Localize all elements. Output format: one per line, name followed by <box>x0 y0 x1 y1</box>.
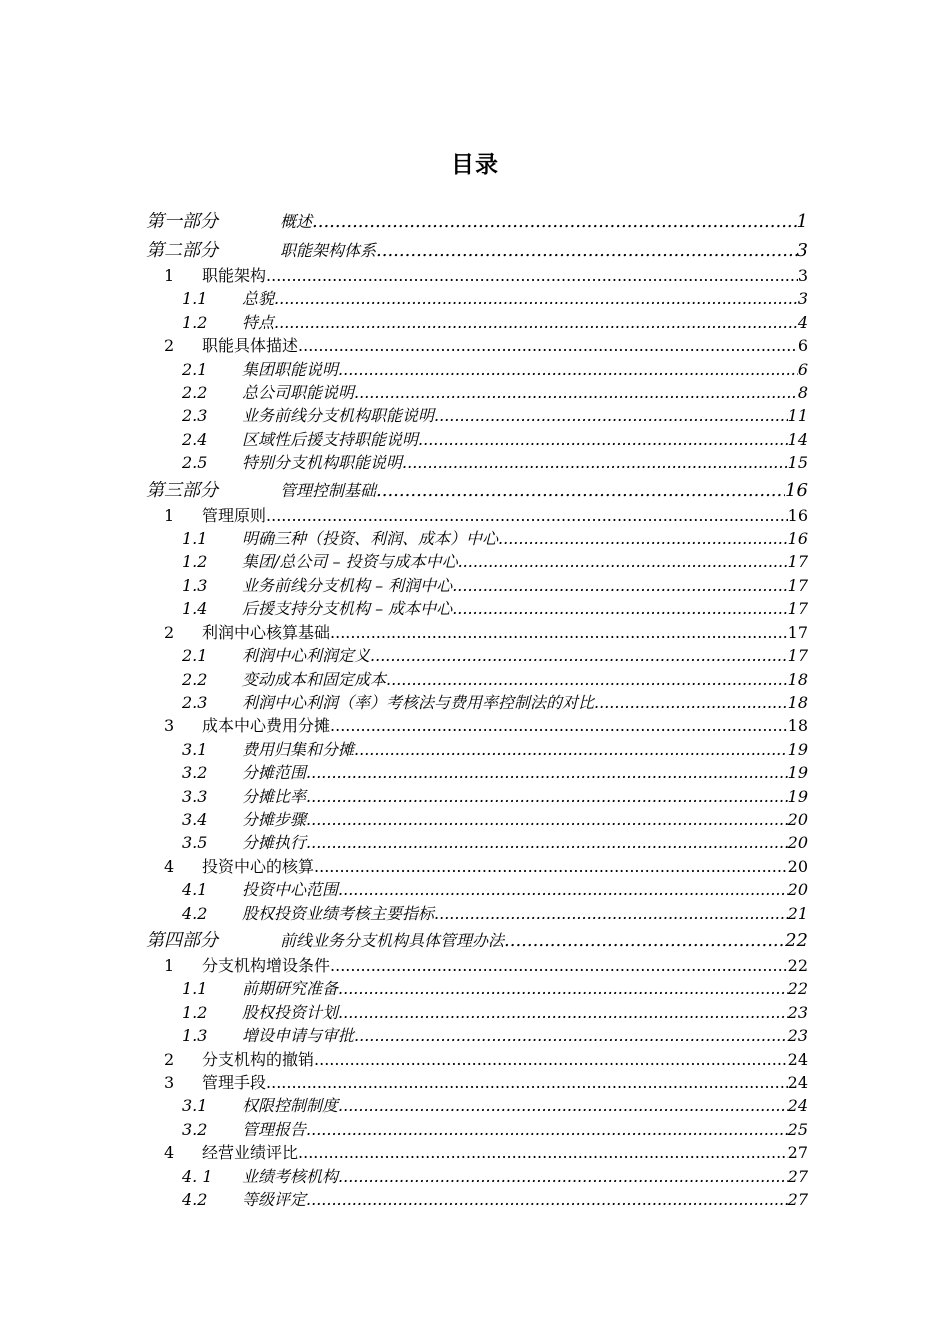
toc-entry[interactable] <box>146 1141 808 1164</box>
toc-entry-page: 3 <box>797 289 808 309</box>
toc-entry-title: 分摊范围 <box>242 763 307 783</box>
toc-dot-leader <box>376 237 797 264</box>
toc-entry-title: 分支机构增设条件 <box>202 955 331 975</box>
toc-entry-title: 集团职能说明 <box>242 359 339 379</box>
toc-entry-number: 1.3 <box>182 1026 208 1046</box>
toc-entry-number: 4. 1 <box>182 1166 213 1186</box>
toc-entry-page: 24 <box>787 1073 808 1092</box>
toc-dot-leader <box>330 714 788 737</box>
toc-entry-page: 17 <box>787 622 808 642</box>
toc-entry-page: 23 <box>787 1002 808 1022</box>
toc-dot-leader <box>338 1094 788 1117</box>
toc-entry[interactable] <box>146 831 808 854</box>
toc-dot-leader <box>338 358 798 381</box>
toc-entry-page: 27 <box>787 1190 808 1210</box>
toc-entry-page: 25 <box>787 1119 808 1139</box>
toc-entry[interactable] <box>146 1048 808 1071</box>
toc-entry-title: 明确三种（投资、利润、成本）中心 <box>242 529 499 549</box>
toc-entry-title: 股权投资业绩考核主要指标 <box>242 903 435 923</box>
toc-dot-leader <box>306 785 788 808</box>
toc-entry[interactable] <box>146 574 808 597</box>
toc-entry[interactable] <box>146 855 808 878</box>
toc-entry[interactable] <box>146 621 808 644</box>
toc-dot-leader <box>594 691 788 714</box>
toc-entry-title: 分支机构的撤销 <box>202 1049 315 1069</box>
toc-entry-title: 业绩考核机构 <box>242 1166 339 1186</box>
toc-dot-leader <box>330 621 788 644</box>
toc-dot-leader <box>458 550 788 573</box>
toc-entry[interactable] <box>146 1094 808 1117</box>
toc-entry-page: 16 <box>787 505 808 525</box>
toc-entry-page: 19 <box>787 763 808 783</box>
toc-entry[interactable] <box>146 927 808 954</box>
toc-dot-leader <box>306 761 788 784</box>
toc-dot-leader <box>434 404 788 427</box>
toc-dot-leader <box>434 902 788 925</box>
toc-entry-title: 总公司职能说明 <box>242 383 355 403</box>
toc-entry[interactable] <box>146 902 808 925</box>
toc-entry-page: 22 <box>787 979 808 999</box>
toc-entry-number: 2 <box>164 622 175 642</box>
toc-dot-leader <box>298 334 798 357</box>
toc-entry-number: 4 <box>164 1143 175 1163</box>
toc-dot-leader <box>266 1071 788 1094</box>
toc-entry-number: 第四部分 <box>146 929 218 951</box>
toc-entry[interactable] <box>146 761 808 784</box>
toc-dot-leader <box>354 1024 788 1047</box>
toc-entry-page: 1 <box>796 211 808 232</box>
toc-entry-title: 业务前线分支机构 – 利润中心 <box>242 575 453 595</box>
toc-entry[interactable] <box>146 1001 808 1024</box>
toc-entry-number: 1.2 <box>182 312 208 332</box>
toc-entry-title: 集团/总公司 – 投资与成本中心 <box>242 552 458 572</box>
toc-entry-number: 4 <box>164 856 175 876</box>
toc-entry-page: 8 <box>797 383 808 403</box>
toc-entry-number: 3.1 <box>182 739 208 759</box>
toc-dot-leader <box>338 1165 788 1188</box>
toc-entry-title: 区域性后援支持职能说明 <box>242 429 419 449</box>
toc-entry-page: 17 <box>787 575 808 595</box>
toc-entry-title: 权限控制制度 <box>242 1096 339 1116</box>
toc-entry-number: 3 <box>164 1073 175 1092</box>
toc-entry-number: 1.3 <box>182 575 208 595</box>
toc-dot-leader <box>330 954 788 977</box>
toc-dot-leader <box>274 311 798 334</box>
toc-entry-page: 24 <box>787 1049 808 1069</box>
toc-entry[interactable] <box>146 668 808 691</box>
toc-entry-page: 18 <box>787 692 808 712</box>
toc-entry-page: 15 <box>787 453 808 473</box>
toc-entry-page: 27 <box>787 1166 808 1186</box>
toc-dot-leader <box>370 644 788 667</box>
toc-dot-leader <box>452 574 787 597</box>
toc-dot-leader <box>418 428 788 451</box>
toc-entry-page: 19 <box>787 786 808 806</box>
toc-dot-leader <box>298 1141 788 1164</box>
toc-entry-title: 经营业绩评比 <box>202 1143 299 1163</box>
toc-entry-number: 2.4 <box>182 429 208 449</box>
toc-entry[interactable] <box>146 808 808 831</box>
toc-entry[interactable] <box>146 714 808 737</box>
toc-entry-title: 管理控制基础 <box>280 480 377 500</box>
toc-entry-page: 18 <box>787 716 808 736</box>
toc-entry-title: 管理原则 <box>202 505 267 525</box>
toc-dot-leader <box>452 597 787 620</box>
toc-entry[interactable] <box>146 1024 808 1047</box>
toc-entry-number: 4.2 <box>182 1190 208 1210</box>
toc-entry-title: 概述 <box>280 212 313 231</box>
toc-entry-title: 增设申请与审批 <box>242 1026 355 1046</box>
toc-entry-title: 股权投资计划 <box>242 1002 339 1022</box>
toc-entry-title: 成本中心费用分摊 <box>202 716 331 736</box>
toc-entry-number: 4.1 <box>182 880 208 900</box>
toc-entry[interactable] <box>146 1071 808 1094</box>
toc-dot-leader <box>498 527 788 550</box>
toc-entry-number: 2.2 <box>182 669 208 689</box>
toc-entry-page: 22 <box>787 955 808 975</box>
toc-entry[interactable] <box>146 451 808 474</box>
toc-entry-page: 20 <box>787 880 808 900</box>
toc-entry-page: 3 <box>796 240 808 261</box>
toc-entry-page: 18 <box>787 669 808 689</box>
toc-dot-leader <box>314 1048 788 1071</box>
toc-entry-page: 21 <box>787 903 808 923</box>
toc-entry-title: 总貌 <box>242 289 275 309</box>
toc-entry-number: 1 <box>164 955 175 975</box>
toc-entry-title: 利润中心利润（率）考核法与费用率控制法的对比 <box>242 692 595 712</box>
toc-dot-leader <box>312 208 797 235</box>
toc-entry-page: 20 <box>787 833 808 853</box>
toc-entry[interactable] <box>146 504 808 527</box>
toc-entry-number: 3.5 <box>182 833 208 853</box>
toc-entry-number: 第三部分 <box>146 479 218 501</box>
toc-dot-leader <box>266 504 788 527</box>
toc-entry[interactable] <box>146 404 808 427</box>
toc-entry-page: 3 <box>797 266 808 285</box>
toc-entry-page: 22 <box>785 929 808 951</box>
toc-dot-leader <box>314 855 788 878</box>
toc-entry[interactable] <box>146 381 808 404</box>
toc-entry[interactable] <box>146 597 808 620</box>
toc-entry-page: 4 <box>797 312 808 332</box>
toc-entry-page: 6 <box>797 359 808 379</box>
toc-dot-leader <box>504 927 785 954</box>
toc-entry-number: 1.1 <box>182 529 208 549</box>
toc-entry-page: 11 <box>787 406 808 426</box>
toc-entry-number: 2.3 <box>182 692 208 712</box>
toc-entry-page: 19 <box>787 739 808 759</box>
toc-entry-page: 17 <box>787 552 808 572</box>
toc-entry[interactable] <box>146 977 808 1000</box>
toc-entry[interactable] <box>146 428 808 451</box>
toc-dot-leader <box>306 1188 788 1211</box>
toc-entry-title: 分摊步骤 <box>242 809 307 829</box>
toc-entry-page: 16 <box>787 529 808 549</box>
toc-entry-number: 2 <box>164 1049 175 1069</box>
toc-entry-title: 费用归集和分摊 <box>242 739 355 759</box>
toc-entry-number: 2.1 <box>182 646 208 666</box>
toc-entry[interactable] <box>146 264 808 287</box>
toc-entry-title: 投资中心范围 <box>242 880 339 900</box>
toc-entry-page: 17 <box>787 646 808 666</box>
toc-dot-leader <box>266 264 798 287</box>
toc-entry[interactable] <box>146 237 808 264</box>
toc-entry-page: 20 <box>787 856 808 876</box>
toc-entry-page: 20 <box>787 809 808 829</box>
toc-entry-title: 特别分支机构职能说明 <box>242 453 403 473</box>
toc-dot-leader <box>338 977 788 1000</box>
toc-entry-number: 3.4 <box>182 809 208 829</box>
toc-entry-number: 1.2 <box>182 552 208 572</box>
toc-dot-leader <box>354 738 788 761</box>
toc-dot-leader <box>354 381 798 404</box>
toc-entry-title: 职能具体描述 <box>202 336 299 356</box>
toc-entry-title: 管理报告 <box>242 1119 307 1139</box>
toc-entry-title: 业务前线分支机构职能说明 <box>242 406 435 426</box>
toc-dot-leader <box>306 831 788 854</box>
toc-entry-title: 变动成本和固定成本 <box>242 669 387 689</box>
toc-entry[interactable] <box>146 644 808 667</box>
toc-entry-title: 职能架构 <box>202 266 267 285</box>
toc-entry-number: 1 <box>164 505 175 525</box>
toc-entry[interactable] <box>146 527 808 550</box>
toc-entry-number: 1.2 <box>182 1002 208 1022</box>
toc-entry-title: 利润中心利润定义 <box>242 646 371 666</box>
toc-entry-number: 4.2 <box>182 903 208 923</box>
toc-entry-number: 2.2 <box>182 383 208 403</box>
toc-entry[interactable] <box>146 954 808 977</box>
toc-entry-page: 6 <box>797 336 808 356</box>
toc-entry-number: 2 <box>164 336 175 356</box>
toc-entry[interactable] <box>146 550 808 573</box>
toc-entry-title: 分摊比率 <box>242 786 307 806</box>
toc-entry-title: 管理手段 <box>202 1073 267 1092</box>
toc-entry-page: 23 <box>787 1026 808 1046</box>
toc-entry[interactable] <box>146 1118 808 1141</box>
toc-entry-title: 前期研究准备 <box>242 979 339 999</box>
toc-entry-number: 1 <box>164 266 175 285</box>
toc-entry-number: 3.1 <box>182 1096 208 1116</box>
toc-entry[interactable] <box>146 334 808 357</box>
toc-dot-leader <box>306 1118 788 1141</box>
toc-entry-number: 第一部分 <box>146 211 218 232</box>
toc-entry-page: 14 <box>787 429 808 449</box>
toc-entry[interactable] <box>146 785 808 808</box>
toc-entry[interactable] <box>146 738 808 761</box>
toc-dot-leader <box>338 1001 788 1024</box>
toc-dot-leader <box>274 287 798 310</box>
toc-entry-title: 利润中心核算基础 <box>202 622 331 642</box>
toc-entry[interactable] <box>146 1165 808 1188</box>
toc-entry-page: 16 <box>785 479 808 501</box>
toc-entry[interactable] <box>146 311 808 334</box>
toc-dot-leader <box>376 477 785 504</box>
toc-dot-leader <box>386 668 788 691</box>
toc-entry-title: 后援支持分支机构 – 成本中心 <box>242 599 453 619</box>
toc-entry-number: 3.3 <box>182 786 208 806</box>
toc-entry-number: 3.2 <box>182 1119 208 1139</box>
toc-entry-page: 24 <box>787 1096 808 1116</box>
toc-entry-number: 2.5 <box>182 453 208 473</box>
toc-entry[interactable] <box>146 1188 808 1211</box>
toc-entry-page: 17 <box>787 599 808 619</box>
toc-entry-number: 1.4 <box>182 599 208 619</box>
toc-entry-number: 2.1 <box>182 359 208 379</box>
toc-entry-number: 1.1 <box>182 979 208 999</box>
toc-entry-number: 第二部分 <box>146 240 218 261</box>
table-of-contents <box>146 206 808 1211</box>
toc-entry[interactable] <box>146 208 808 235</box>
toc-entry[interactable] <box>146 691 808 714</box>
toc-dot-leader <box>306 808 788 831</box>
toc-entry-title: 等级评定 <box>242 1190 307 1210</box>
toc-entry-title: 分摊执行 <box>242 833 307 853</box>
toc-entry-number: 3 <box>164 716 175 736</box>
toc-entry-title: 投资中心的核算 <box>202 856 315 876</box>
toc-entry-number: 1.1 <box>182 289 208 309</box>
toc-entry-title: 职能架构体系 <box>280 241 377 260</box>
toc-entry-number: 2.3 <box>182 406 208 426</box>
toc-dot-leader <box>338 878 788 901</box>
page-title: 目录 <box>451 151 499 178</box>
toc-entry-title: 前线业务分支机构具体管理办法 <box>280 930 505 950</box>
toc-entry-page: 27 <box>787 1143 808 1163</box>
toc-entry[interactable] <box>146 477 808 504</box>
toc-entry[interactable] <box>146 878 808 901</box>
toc-entry-title: 特点 <box>242 312 275 332</box>
toc-dot-leader <box>402 451 788 474</box>
toc-entry[interactable] <box>146 358 808 381</box>
toc-entry-number: 3.2 <box>182 763 208 783</box>
toc-entry[interactable] <box>146 287 808 310</box>
